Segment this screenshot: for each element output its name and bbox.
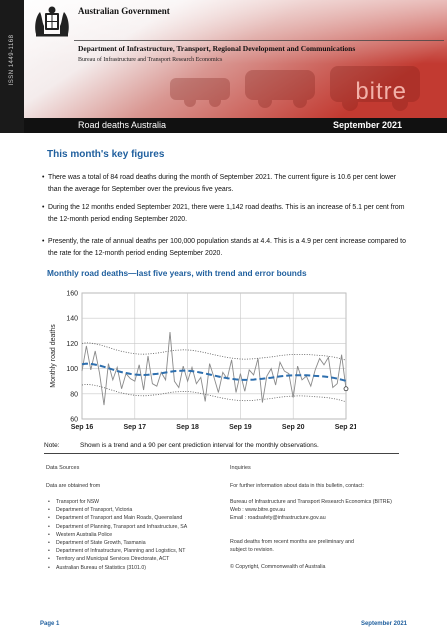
list-item: • Department of Transport and Main Roads, Queensland [48,514,228,522]
x-tick-label: Sep 21 [334,424,356,431]
bitre-logo: bitre [355,78,407,105]
y-tick-label: 140 [66,315,78,323]
y-tick-label: 120 [66,340,78,348]
key-figure-bullet: • There was a total of 84 road deaths during the month of September 2021. The current figure is 10.6 per cent lower than the average for September over the previous five years. [48,172,408,196]
coat-of-arms-icon [30,4,74,40]
x-tick-label: Sep 17 [123,424,147,431]
x-tick-label: Sep 19 [229,424,252,431]
department-name: Department of Infrastructure, Transport, Regional Development and Communications [78,44,356,53]
list-item: • Department of State Growth, Tasmania [48,539,228,547]
list-item: • Department of Transport, Victoria [48,506,228,514]
key-figure-bullet: • Presently, the rate of annual deaths per 100,000 population stands at 4.4. This is a 4.9 per cent increase compared to the rate for the 12-month period ending September 2020. [48,236,408,260]
note-text: Shown is a trend and a 90 per cent prediction interval for the monthly observations. [80,442,319,449]
list-item: • Transport for NSW [48,498,228,506]
chart-container [44,283,356,435]
data-sources-header: Data Sources [46,465,80,471]
key-figure-bullet: • During the 12 months ended September 2021, there were 1,142 road deaths. This is an increase of 5.1 per cent from the 12-month period ending September 2020. [48,202,408,226]
list-item: • Australian Bureau of Statistics (3101.0) [48,564,228,572]
footer-date: September 2021 [360,621,407,627]
page-number: Page 1 [40,621,60,627]
list-item: • Department of Planning, Transport and Infrastructure, SA [48,523,228,531]
road-deaths-chart [44,283,356,435]
issn: ISSN 1449-1168 [9,34,15,86]
chart-note [44,442,319,449]
inquiries-email: Email : roadsafety@infrastructure.gov.au [230,515,326,521]
inquiries-web: Web : www.bitre.gov.au [230,507,286,513]
bureau-name: Bureau of Infrastructure and Transport Research Economics [78,57,223,63]
data-sources-list [48,498,228,572]
inquiries-org: Bureau of Infrastructure and Transport Research Economics (BITRE) [230,499,392,505]
key-figures-title: This month's key figures [47,149,165,160]
divider [44,453,399,454]
inquiries-intro: For further information about data in this bulletin, contact: [230,483,364,489]
x-tick-label: Sep 18 [176,424,199,431]
preliminary-note-line1: Road deaths from recent months are preliminary and [230,539,354,545]
inquiries-header: Inquiries [230,465,251,471]
x-tick-label: Sep 16 [70,424,94,431]
data-sources-intro: Data are obtained from [46,483,101,489]
x-tick-label: Sep 20 [281,424,305,431]
y-tick-label: 80 [70,391,78,399]
publication-title: Road deaths Australia [78,120,167,130]
note-label: Note: [44,442,60,449]
y-tick-label: 100 [66,366,78,374]
y-tick-label: 160 [66,290,78,298]
government-name: Australian Government [78,6,170,16]
copyright: © Copyright, Commonwealth of Australia [230,564,326,570]
latest-point-marker [344,387,348,391]
list-item: • Territory and Municipal Services Directorate, ACT [48,555,228,563]
y-axis-label: Monthly road deaths [50,324,57,388]
list-item: • Department of Infrastructure, Planning and Logistics, NT [48,547,228,555]
plot-area [82,293,346,419]
chart-title: Monthly road deaths—last five years, with trend and error bounds [47,268,307,278]
preliminary-note-line2: subject to revision. [230,547,274,553]
y-tick-label: 60 [70,416,78,424]
issue-date: September 2021 [332,120,402,130]
list-item: • Western Australia Police [48,531,228,539]
